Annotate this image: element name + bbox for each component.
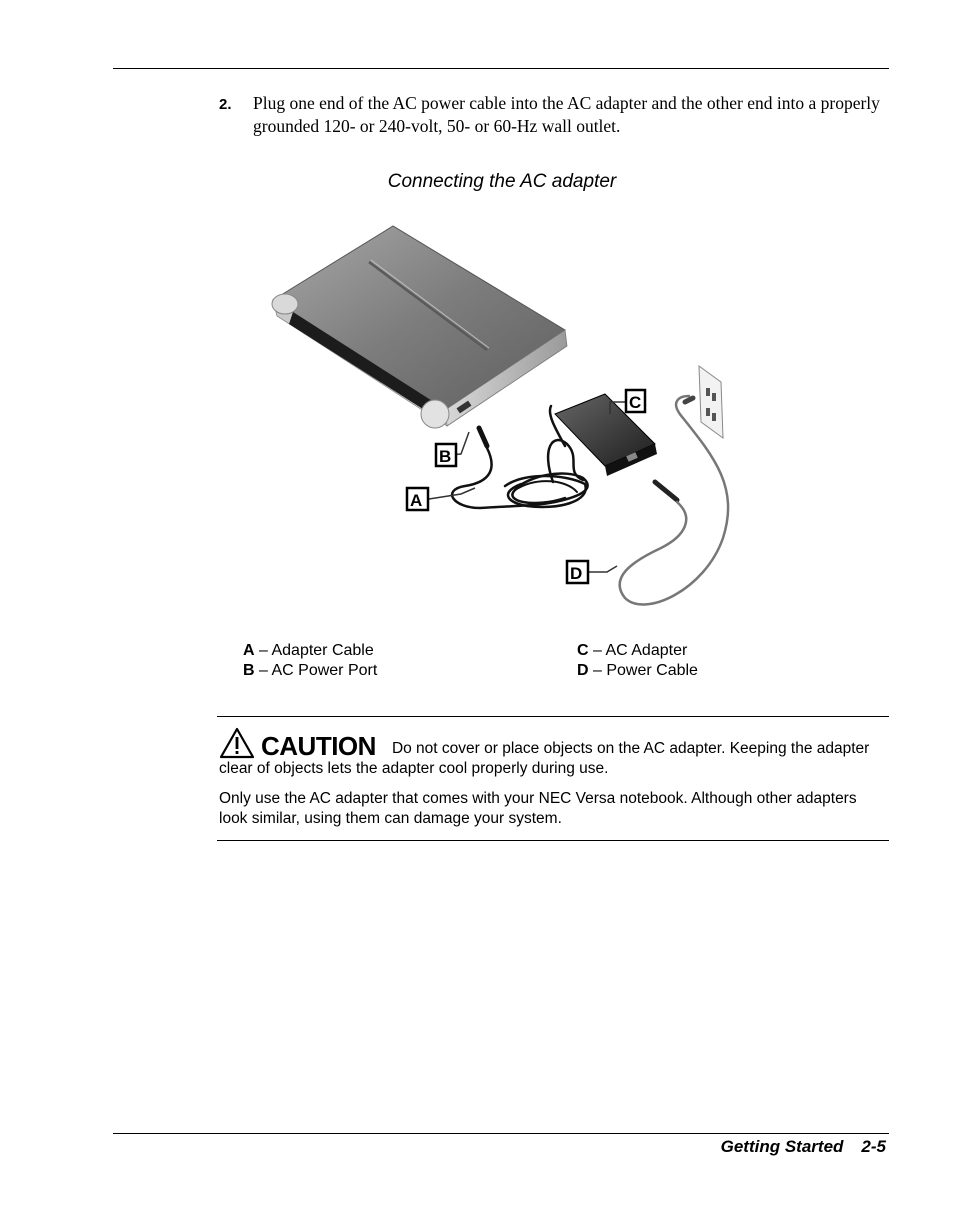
callout-d: D: [570, 564, 583, 583]
caution-text-2: Only use the AC adapter that comes with your NEC Versa notebook. Although other adapters look similar, using them can damage your system.: [219, 790, 857, 827]
ac-adapter-illustration: [265, 218, 735, 613]
caution-notice: [219, 727, 884, 829]
legend-item-c: C – AC Adapter: [577, 642, 688, 659]
step-text: Plug one end of the AC power cable into the AC adapter and the other end into a properly grounded 120- or 240-volt, 50- or 60-Hz wall outlet.: [253, 93, 880, 136]
warning-icon: [219, 727, 255, 759]
page-number: 2-5: [861, 1137, 886, 1156]
callout-b: B: [439, 447, 452, 466]
footer-section: Getting Started: [720, 1137, 844, 1156]
legend-item-b: B – AC Power Port: [243, 662, 378, 679]
header-rule: [113, 68, 889, 69]
footer-rule: [113, 1133, 889, 1134]
laptop-graphic: [272, 226, 567, 428]
wall-outlet: [699, 366, 723, 438]
caution-top-rule: [217, 716, 889, 717]
caution-text-1: Do not cover or place objects on the AC adapter. Keeping the adapter clear of objects lets the adapter cool properly during use.: [219, 740, 870, 777]
step-number: 2.: [219, 96, 232, 113]
page-footer: [721, 1137, 886, 1157]
figure-caption: Connecting the AC adapter: [387, 171, 617, 192]
legend-item-a: A – Adapter Cable: [243, 642, 374, 659]
legend-item-d: D – Power Cable: [577, 662, 698, 679]
caution-bottom-rule: [217, 840, 889, 841]
callout-c: C: [629, 393, 642, 412]
caution-heading: [219, 727, 376, 759]
callout-a: A: [410, 491, 423, 510]
caution-label: CAUTION: [261, 731, 376, 761]
